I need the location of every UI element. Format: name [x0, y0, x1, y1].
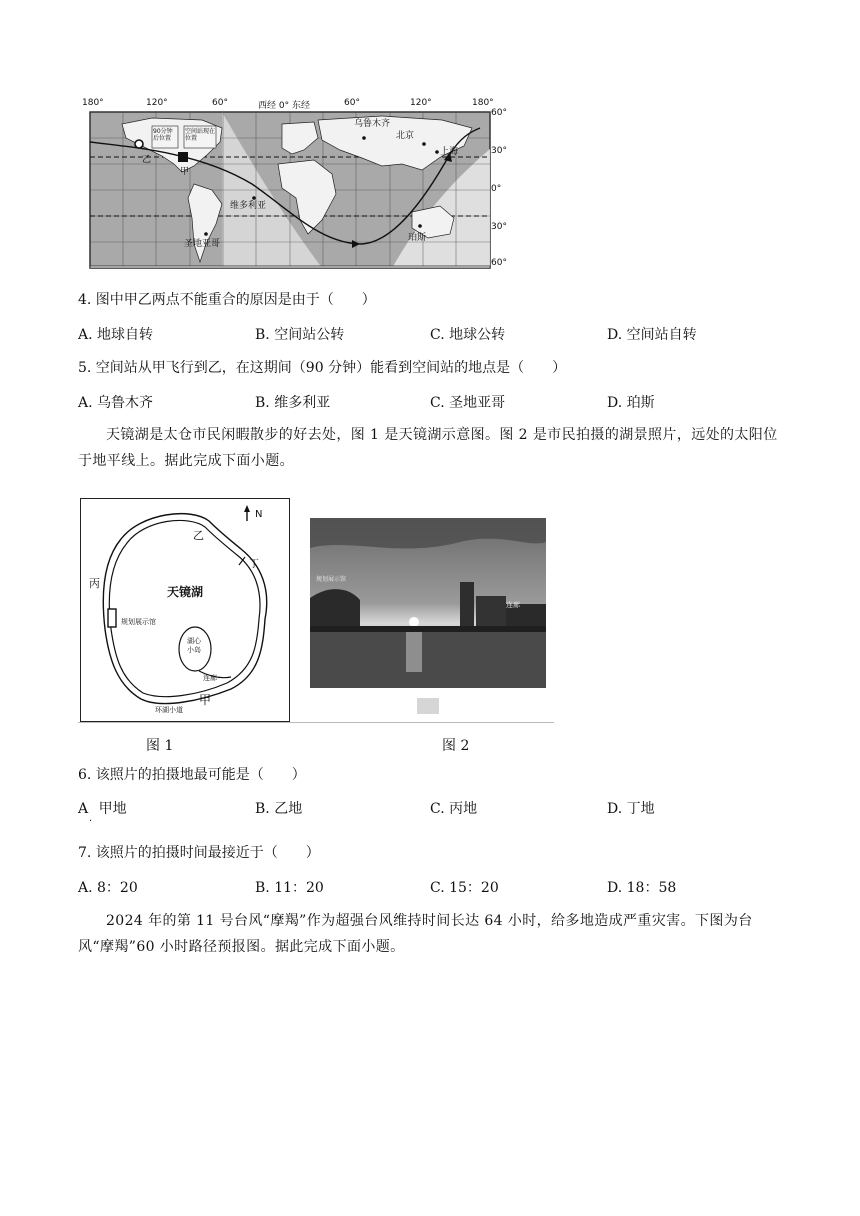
lake-passage: 天镜湖是太仓市民闲暇散步的好去处，图 1 是天镜湖示意图。图 2 是市民拍摄的湖景照片，远处的太阳位于地平线上。据此完成下面小题。 [78, 427, 778, 469]
q6-option-b[interactable]: B. 乙地 [255, 801, 303, 817]
q4-stem: 4. 图中甲乙两点不能重合的原因是由于（ ） [78, 292, 376, 308]
lon-label-60e: 60° [344, 98, 360, 108]
figure-baseline [78, 722, 554, 723]
bridge-label: 连廊 [203, 674, 217, 682]
q7-option-c[interactable]: C. 15：20 [430, 880, 499, 896]
q4-option-b[interactable]: B. 空间站公转 [255, 327, 345, 343]
place-beijing: 北京 [396, 131, 415, 141]
lon-label-120e: 120° [410, 98, 432, 108]
point-jia-label-fig1: 甲 [199, 693, 212, 707]
lat-label-30s: 30° [491, 222, 507, 232]
q6-option-a-dot: · [89, 816, 93, 827]
place-urumqi: 乌鲁木齐 [354, 119, 391, 129]
figure1-lake-diagram [80, 498, 290, 722]
callout-station-now: 空间站现在位置 [185, 128, 216, 142]
figure1-caption: 图 1 [146, 738, 174, 754]
lake-name-label: 天镜湖 [167, 585, 204, 599]
typhoon-passage: 2024 年的第 11 号台风“摩羯”作为超强台风维持时间长达 64 小时，给多地造成严重灾害。下图为台风“摩羯”60 小时路径预报图。据此完成下面小题。 [78, 913, 753, 955]
q6-stem: 6. 该照片的拍摄地最可能是（ ） [78, 767, 306, 783]
lon-label-0: 西经 0° 东经 [258, 101, 310, 111]
north-label: N [255, 509, 263, 520]
q5-option-d[interactable]: D. 珀斯 [607, 395, 655, 411]
q5-option-b[interactable]: B. 维多利亚 [255, 395, 331, 411]
point-bing-label: 丙 [89, 577, 100, 590]
q6-option-a[interactable] [78, 798, 127, 827]
q7-option-a[interactable]: A. 8：20 [78, 880, 138, 896]
photo-label-bridge: 连廊 [506, 601, 520, 609]
lon-label-60w: 60° [212, 98, 228, 108]
point-yi-label: 乙 [142, 155, 152, 165]
lon-label-180w: 180° [82, 98, 104, 108]
lake-diagram-svg [81, 499, 289, 721]
q7-option-d[interactable]: D. 18：58 [607, 880, 677, 896]
world-map-svg [82, 94, 510, 272]
q6-option-d[interactable]: D. 丁地 [607, 801, 655, 817]
place-shanghai: 上海 [440, 147, 459, 157]
point-jia-label: 甲 [180, 167, 190, 177]
q6-option-c[interactable]: C. 丙地 [430, 801, 478, 817]
lat-label-60s: 60° [491, 258, 507, 268]
photo-watermark-block [417, 698, 439, 714]
point-yi-label-fig1: 乙 [193, 529, 204, 542]
place-victoria: 维多利亚 [230, 201, 267, 211]
lat-label-30n: 30° [491, 146, 507, 156]
q6-option-a-text: 甲地 [98, 801, 127, 817]
place-santiago: 圣地亚哥 [184, 239, 221, 249]
photo-label-exhibition: 规划展示馆 [316, 576, 347, 583]
q6-option-a-letter: A [78, 801, 89, 817]
lat-label-0: 0° [491, 184, 502, 194]
q4-option-a[interactable]: A. 地球自转 [78, 327, 154, 343]
q4-option-d[interactable]: D. 空间站自转 [607, 327, 697, 343]
place-perth: 珀斯 [408, 233, 427, 243]
q5-option-c[interactable]: C. 圣地亚哥 [430, 395, 506, 411]
world-map-figure [82, 94, 510, 272]
exhibition-hall-label: 规划展示馆 [121, 618, 156, 626]
q7-stem: 7. 该照片的拍摄时间最接近于（ ） [78, 845, 320, 861]
lon-label-120w: 120° [146, 98, 168, 108]
callout-90min: 90分钟后位置 [153, 128, 173, 142]
q7-option-b[interactable]: B. 11：20 [255, 880, 324, 896]
path-label: 环湖小道 [155, 706, 183, 714]
point-ding-label: 丁 [249, 559, 259, 570]
island-label: 湖心小岛 [187, 637, 201, 654]
q5-stem: 5. 空间站从甲飞行到乙，在这期间（90 分钟）能看到空间站的地点是（ ） [78, 360, 567, 376]
q5-option-a[interactable]: A. 乌鲁木齐 [78, 395, 154, 411]
lon-label-180e: 180° [472, 98, 494, 108]
figure2-lake-photo [310, 518, 546, 688]
figure2-caption: 图 2 [442, 738, 470, 754]
q4-option-c[interactable]: C. 地球公转 [430, 327, 506, 343]
lat-label-60n: 60° [491, 108, 507, 118]
